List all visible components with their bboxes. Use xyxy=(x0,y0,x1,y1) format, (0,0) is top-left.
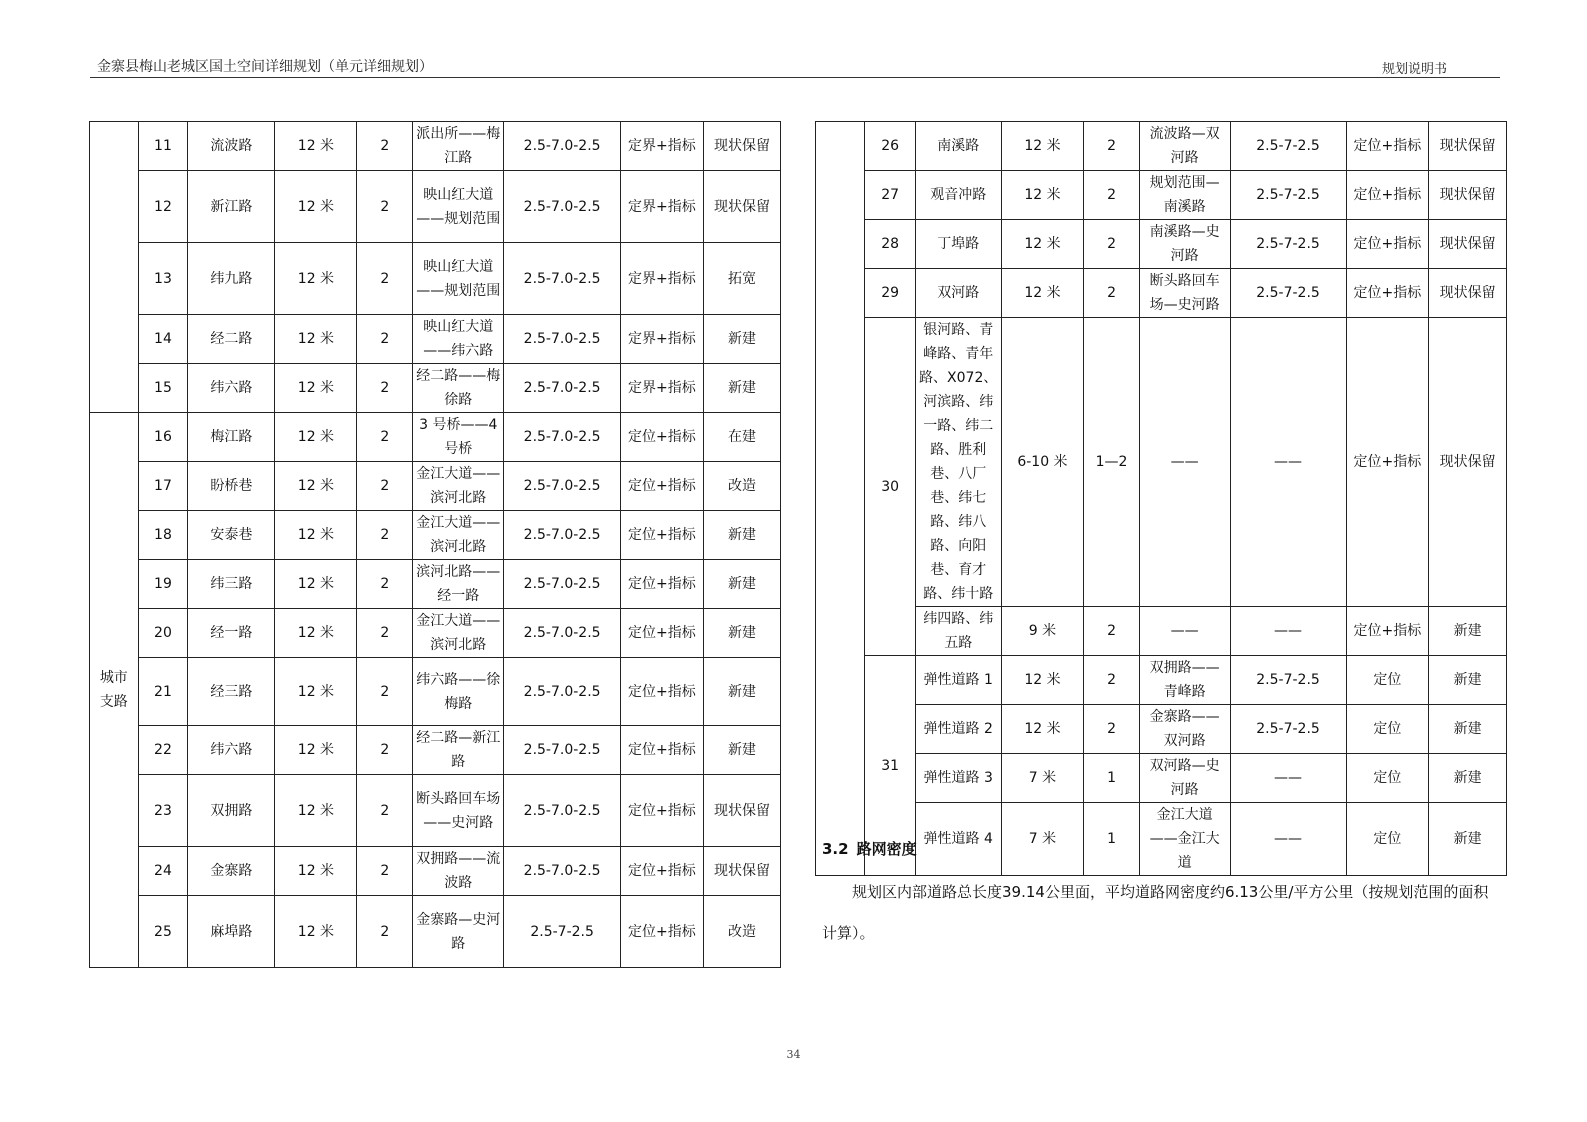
table-row xyxy=(90,560,781,609)
lanes-cell: 2 xyxy=(357,658,413,726)
section-title: 路网密度 xyxy=(856,840,917,858)
control-cell: 定位 xyxy=(1346,705,1429,754)
cross-section-cell: 2.5-7-2.5 xyxy=(1230,705,1346,754)
document-type: 规划说明书 xyxy=(1381,62,1447,77)
row-number-cell: 23 xyxy=(138,775,188,847)
lanes-cell: 2 xyxy=(1084,122,1139,171)
road-width-cell: 12 米 xyxy=(275,413,357,462)
extent-cell: 映山红大道——规划范围 xyxy=(413,243,504,315)
cross-section-cell: 2.5-7.0-2.5 xyxy=(504,315,621,364)
table-row xyxy=(90,462,781,511)
cross-section-cell: —— xyxy=(1230,803,1346,876)
control-cell: 定位 xyxy=(1346,803,1429,876)
road-width-cell: 12 米 xyxy=(275,462,357,511)
lanes-cell: 2 xyxy=(1084,220,1139,269)
extent-cell: 派出所——梅江路 xyxy=(413,122,504,171)
control-cell: 定位+指标 xyxy=(620,511,703,560)
table-row xyxy=(90,122,781,171)
cross-section-cell: 2.5-7.0-2.5 xyxy=(504,560,621,609)
road-name-cell: 盼桥巷 xyxy=(188,462,275,511)
extent-cell: 金江大道——滨河北路 xyxy=(413,511,504,560)
road-width-cell: 12 米 xyxy=(275,243,357,315)
control-cell: 定位+指标 xyxy=(620,896,703,968)
cross-section-cell: 2.5-7.0-2.5 xyxy=(504,413,621,462)
lanes-cell: 2 xyxy=(357,726,413,775)
cross-section-cell: 2.5-7.0-2.5 xyxy=(504,243,621,315)
status-cell: 新建 xyxy=(1429,656,1507,705)
cross-section-cell: 2.5-7-2.5 xyxy=(504,896,621,968)
road-width-cell: 12 米 xyxy=(1001,269,1084,318)
cross-section-cell: 2.5-7.0-2.5 xyxy=(504,511,621,560)
row-number-cell: 25 xyxy=(138,896,188,968)
status-cell: 现状保留 xyxy=(1429,171,1507,220)
table-row xyxy=(816,171,1507,220)
table-row xyxy=(90,658,781,726)
cross-section-cell: 2.5-7-2.5 xyxy=(1230,269,1346,318)
lanes-cell: 1 xyxy=(1084,754,1139,803)
table-row xyxy=(816,656,1507,705)
extent-cell: 南溪路—史河路 xyxy=(1139,220,1230,269)
road-name-cell: 纬四路、纬五路 xyxy=(915,607,1001,656)
row-number-cell: 20 xyxy=(138,609,188,658)
control-cell: 定位+指标 xyxy=(1346,607,1429,656)
lanes-cell: 1—2 xyxy=(1084,318,1139,607)
extent-cell: 金寨路——双河路 xyxy=(1139,705,1230,754)
table-row xyxy=(90,609,781,658)
extent-cell: 经二路—新江路 xyxy=(413,726,504,775)
lanes-cell: 2 xyxy=(357,364,413,413)
status-cell: 现状保留 xyxy=(703,847,780,896)
lanes-cell: 2 xyxy=(357,171,413,243)
row-number-cell: 18 xyxy=(138,511,188,560)
road-width-cell: 12 米 xyxy=(275,775,357,847)
status-cell: 新建 xyxy=(1429,803,1507,876)
road-width-cell: 12 米 xyxy=(1001,122,1084,171)
road-name-cell: 梅江路 xyxy=(188,413,275,462)
table-row xyxy=(90,315,781,364)
extent-cell: 映山红大道——规划范围 xyxy=(413,171,504,243)
control-cell: 定界+指标 xyxy=(620,243,703,315)
road-width-cell: 9 米 xyxy=(1001,607,1084,656)
cross-section-cell: 2.5-7.0-2.5 xyxy=(504,775,621,847)
road-table-right xyxy=(815,121,1507,876)
cross-section-cell: —— xyxy=(1230,754,1346,803)
extent-cell: 映山红大道——纬六路 xyxy=(413,315,504,364)
status-cell: 拓宽 xyxy=(703,243,780,315)
status-cell: 改造 xyxy=(703,896,780,968)
status-cell: 新建 xyxy=(1429,754,1507,803)
road-name-cell: 经三路 xyxy=(188,658,275,726)
status-cell: 现状保留 xyxy=(1429,220,1507,269)
cross-section-cell: 2.5-7-2.5 xyxy=(1230,656,1346,705)
extent-cell: 金寨路—史河路 xyxy=(413,896,504,968)
row-number-cell: 28 xyxy=(865,220,915,269)
control-cell: 定位+指标 xyxy=(1346,318,1429,607)
table-row xyxy=(816,269,1507,318)
row-number-cell: 17 xyxy=(138,462,188,511)
control-cell: 定位+指标 xyxy=(620,413,703,462)
extent-cell: 双拥路——流波路 xyxy=(413,847,504,896)
lanes-cell: 2 xyxy=(1084,705,1139,754)
status-cell: 新建 xyxy=(703,609,780,658)
table-row xyxy=(90,413,781,462)
row-number-cell: 11 xyxy=(138,122,188,171)
road-width-cell: 6-10 米 xyxy=(1001,318,1084,607)
control-cell: 定位+指标 xyxy=(620,462,703,511)
status-cell: 新建 xyxy=(703,511,780,560)
road-width-cell: 12 米 xyxy=(275,364,357,413)
lanes-cell: 2 xyxy=(357,775,413,847)
road-name-cell: 南溪路 xyxy=(915,122,1001,171)
status-cell: 新建 xyxy=(703,364,780,413)
lanes-cell: 2 xyxy=(357,847,413,896)
lanes-cell: 2 xyxy=(357,243,413,315)
road-width-cell: 12 米 xyxy=(275,315,357,364)
extent-cell: 流波路—双河路 xyxy=(1139,122,1230,171)
cross-section-cell: 2.5-7-2.5 xyxy=(1230,220,1346,269)
status-cell: 现状保留 xyxy=(703,775,780,847)
row-number-cell: 21 xyxy=(138,658,188,726)
status-cell: 新建 xyxy=(703,726,780,775)
road-name-cell: 麻埠路 xyxy=(188,896,275,968)
road-name-cell: 纬三路 xyxy=(188,560,275,609)
table-row xyxy=(816,607,1507,656)
status-cell: 在建 xyxy=(703,413,780,462)
lanes-cell: 2 xyxy=(1084,171,1139,220)
road-name-cell: 弹性道路 4 xyxy=(915,803,1001,876)
row-number-cell: 12 xyxy=(138,171,188,243)
road-width-cell: 12 米 xyxy=(1001,220,1084,269)
road-table-left xyxy=(89,121,781,968)
lanes-cell: 2 xyxy=(357,609,413,658)
table-row xyxy=(90,726,781,775)
road-width-cell: 12 米 xyxy=(1001,705,1084,754)
lanes-cell: 2 xyxy=(1084,269,1139,318)
road-name-cell: 弹性道路 1 xyxy=(915,656,1001,705)
extent-cell: 双河路—史河路 xyxy=(1139,754,1230,803)
control-cell: 定位+指标 xyxy=(620,726,703,775)
row-number-cell: 30 xyxy=(865,318,915,656)
category-cell xyxy=(90,122,139,413)
table-row xyxy=(816,754,1507,803)
control-cell: 定位 xyxy=(1346,754,1429,803)
extent-cell: 金江大道——金江大道 xyxy=(1139,803,1230,876)
control-cell: 定位+指标 xyxy=(1346,269,1429,318)
page-number: 34 xyxy=(786,1048,801,1061)
road-width-cell: 12 米 xyxy=(275,609,357,658)
cross-section-cell: —— xyxy=(1230,318,1346,607)
road-width-cell: 12 米 xyxy=(275,560,357,609)
control-cell: 定界+指标 xyxy=(620,315,703,364)
road-name-cell: 双河路 xyxy=(915,269,1001,318)
status-cell: 新建 xyxy=(1429,705,1507,754)
row-number-cell: 16 xyxy=(138,413,188,462)
lanes-cell: 2 xyxy=(357,896,413,968)
status-cell: 现状保留 xyxy=(1429,122,1507,171)
road-name-cell: 纬九路 xyxy=(188,243,275,315)
extent-cell: 滨河北路——经一路 xyxy=(413,560,504,609)
control-cell: 定界+指标 xyxy=(620,171,703,243)
road-name-cell: 丁埠路 xyxy=(915,220,1001,269)
extent-cell: 金江大道——滨河北路 xyxy=(413,462,504,511)
extent-cell: 金江大道——滨河北路 xyxy=(413,609,504,658)
road-width-cell: 12 米 xyxy=(1001,656,1084,705)
road-width-cell: 12 米 xyxy=(275,726,357,775)
control-cell: 定位+指标 xyxy=(1346,220,1429,269)
control-cell: 定位+指标 xyxy=(620,609,703,658)
table-row xyxy=(90,243,781,315)
cross-section-cell: 2.5-7.0-2.5 xyxy=(504,122,621,171)
row-number-cell: 14 xyxy=(138,315,188,364)
lanes-cell: 2 xyxy=(1084,656,1139,705)
road-width-cell: 12 米 xyxy=(275,171,357,243)
status-cell: 现状保留 xyxy=(703,122,780,171)
road-name-cell: 弹性道路 2 xyxy=(915,705,1001,754)
extent-cell: 3 号桥——4 号桥 xyxy=(413,413,504,462)
lanes-cell: 2 xyxy=(357,122,413,171)
status-cell: 现状保留 xyxy=(1429,269,1507,318)
section-heading xyxy=(822,838,917,859)
road-name-cell: 经一路 xyxy=(188,609,275,658)
cross-section-cell: 2.5-7.0-2.5 xyxy=(504,658,621,726)
extent-cell: 断头路回车场——史河路 xyxy=(413,775,504,847)
cross-section-cell: 2.5-7.0-2.5 xyxy=(504,847,621,896)
road-name-cell: 弹性道路 3 xyxy=(915,754,1001,803)
row-number-cell: 27 xyxy=(865,171,915,220)
control-cell: 定位+指标 xyxy=(620,775,703,847)
row-number-cell: 29 xyxy=(865,269,915,318)
road-width-cell: 12 米 xyxy=(275,122,357,171)
cross-section-cell: 2.5-7.0-2.5 xyxy=(504,726,621,775)
cross-section-cell: 2.5-7-2.5 xyxy=(1230,171,1346,220)
control-cell: 定界+指标 xyxy=(620,122,703,171)
status-cell: 改造 xyxy=(703,462,780,511)
table-row xyxy=(816,220,1507,269)
extent-cell: 规划范围—南溪路 xyxy=(1139,171,1230,220)
road-name-cell: 观音冲路 xyxy=(915,171,1001,220)
road-width-cell: 12 米 xyxy=(275,511,357,560)
road-width-cell: 7 米 xyxy=(1001,754,1084,803)
road-name-cell: 安泰巷 xyxy=(188,511,275,560)
cross-section-cell: 2.5-7.0-2.5 xyxy=(504,609,621,658)
lanes-cell: 2 xyxy=(1084,607,1139,656)
status-cell: 新建 xyxy=(1429,607,1507,656)
row-number-cell: 13 xyxy=(138,243,188,315)
row-number-cell: 26 xyxy=(865,122,915,171)
extent-cell: 经二路——梅徐路 xyxy=(413,364,504,413)
road-name-cell: 银河路、青峰路、青年路、X072、河滨路、纬一路、纬二路、胜利巷、八厂巷、纬七路、纬八路、向阳巷、育才路、纬十路 xyxy=(915,318,1001,607)
cross-section-cell: 2.5-7.0-2.5 xyxy=(504,364,621,413)
table-row xyxy=(90,775,781,847)
extent-cell: 断头路回车场—史河路 xyxy=(1139,269,1230,318)
header-rule xyxy=(90,77,1500,78)
row-number-cell: 22 xyxy=(138,726,188,775)
road-name-cell: 经二路 xyxy=(188,315,275,364)
road-width-cell: 12 米 xyxy=(275,658,357,726)
category-cell xyxy=(816,122,865,876)
cross-section-cell: —— xyxy=(1230,607,1346,656)
control-cell: 定位+指标 xyxy=(1346,122,1429,171)
table-row xyxy=(816,318,1507,607)
extent-cell: 纬六路——徐梅路 xyxy=(413,658,504,726)
lanes-cell: 2 xyxy=(357,560,413,609)
cross-section-cell: 2.5-7.0-2.5 xyxy=(504,462,621,511)
control-cell: 定位+指标 xyxy=(620,658,703,726)
lanes-cell: 1 xyxy=(1084,803,1139,876)
lanes-cell: 2 xyxy=(357,413,413,462)
lanes-cell: 2 xyxy=(357,315,413,364)
control-cell: 定位+指标 xyxy=(620,560,703,609)
table-row xyxy=(816,122,1507,171)
status-cell: 现状保留 xyxy=(703,171,780,243)
table-row xyxy=(90,896,781,968)
road-name-cell: 双拥路 xyxy=(188,775,275,847)
road-width-cell: 7 米 xyxy=(1001,803,1084,876)
control-cell: 定位 xyxy=(1346,656,1429,705)
road-name-cell: 新江路 xyxy=(188,171,275,243)
section-paragraph: 规划区内部道路总长度39.14公里面，平均道路网密度约6.13公里/平方公里（按规划范围的面积计算）。 xyxy=(822,883,1489,942)
table-row xyxy=(816,803,1507,876)
extent-cell: —— xyxy=(1139,318,1230,607)
road-name-cell: 纬六路 xyxy=(188,364,275,413)
table-row xyxy=(90,511,781,560)
row-number-cell: 19 xyxy=(138,560,188,609)
cross-section-cell: 2.5-7.0-2.5 xyxy=(504,171,621,243)
table-row xyxy=(816,705,1507,754)
control-cell: 定界+指标 xyxy=(620,364,703,413)
status-cell: 新建 xyxy=(703,658,780,726)
road-width-cell: 12 米 xyxy=(1001,171,1084,220)
lanes-cell: 2 xyxy=(357,511,413,560)
row-number-cell: 15 xyxy=(138,364,188,413)
table-row xyxy=(90,171,781,243)
table-row xyxy=(90,847,781,896)
road-name-cell: 流波路 xyxy=(188,122,275,171)
cross-section-cell: 2.5-7-2.5 xyxy=(1230,122,1346,171)
road-width-cell: 12 米 xyxy=(275,896,357,968)
category-cell: 城市支路 xyxy=(90,413,139,968)
extent-cell: —— xyxy=(1139,607,1230,656)
section-number: 3.2 xyxy=(822,840,849,858)
row-number-cell: 24 xyxy=(138,847,188,896)
lanes-cell: 2 xyxy=(357,462,413,511)
road-name-cell: 金寨路 xyxy=(188,847,275,896)
road-width-cell: 12 米 xyxy=(275,847,357,896)
control-cell: 定位+指标 xyxy=(1346,171,1429,220)
row-number-cell: 31 xyxy=(865,656,915,876)
road-name-cell: 纬六路 xyxy=(188,726,275,775)
status-cell: 新建 xyxy=(703,315,780,364)
status-cell: 新建 xyxy=(703,560,780,609)
extent-cell: 双拥路——青峰路 xyxy=(1139,656,1230,705)
document-title: 金寨县梅山老城区国土空间详细规划（单元详细规划） xyxy=(97,59,433,75)
control-cell: 定位+指标 xyxy=(620,847,703,896)
status-cell: 现状保留 xyxy=(1429,318,1507,607)
table-row xyxy=(90,364,781,413)
